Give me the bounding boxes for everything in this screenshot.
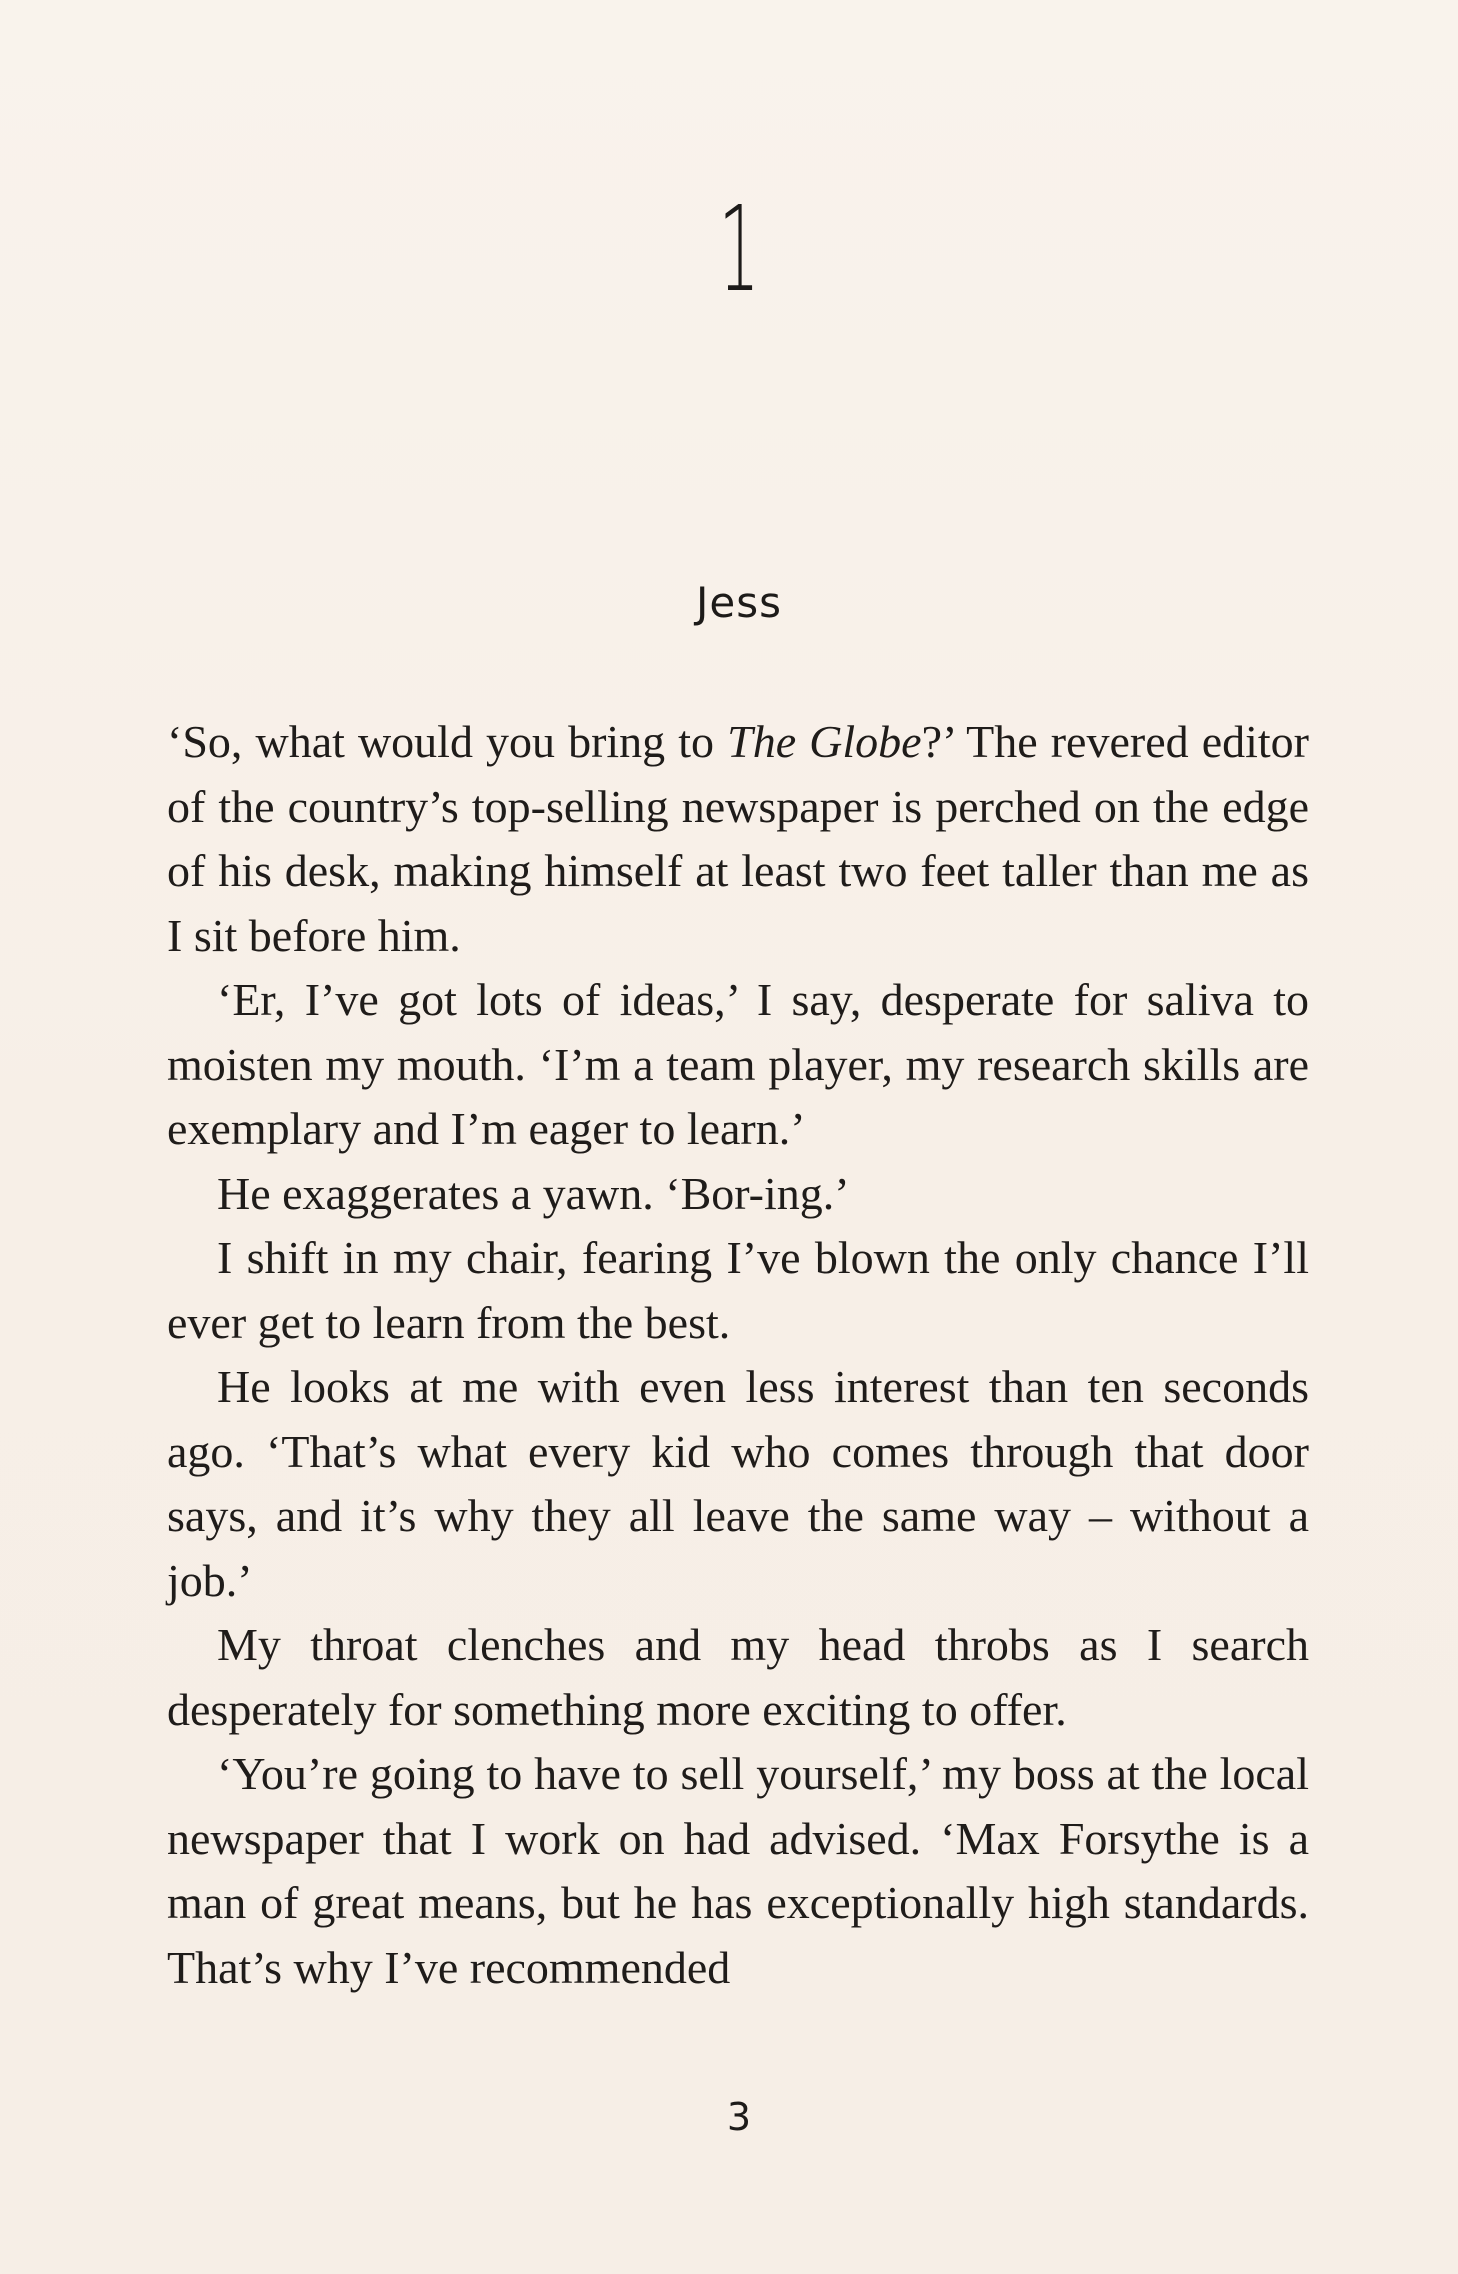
paragraph-1	[167, 710, 1309, 968]
paragraph-5: He looks at me with even less interest than ten seconds ago. ‘That’s what every kid who comes through that door says, and it’s why they all leave the same way – without a job.’	[167, 1361, 1309, 1606]
page-number: 3	[726, 2095, 752, 2139]
chapter-title: Jess	[696, 578, 782, 627]
newspaper-title: The Globe	[727, 716, 922, 767]
paragraph-6: My throat clenches and my head throbs as I search desperately for something more exciting to offer.	[167, 1619, 1309, 1735]
chapter-body	[167, 710, 1309, 2000]
paragraph-2: ‘Er, I’ve got lots of ideas,’ I say, desperate for saliva to moisten my mouth. ‘I’m a team player, my research skills are exemplary and I’m eager to learn.’	[167, 974, 1309, 1154]
paragraph-4: I shift in my chair, fearing I’ve blown the only chance I’ll ever get to learn from the best.	[167, 1232, 1309, 1348]
paragraph-7: ‘You’re going to have to sell yourself,’ my boss at the local newspaper that I work on had advised. ‘Max Forsythe is a man of great means, but he has exceptionally high standards. That’s why I’ve recommended	[167, 1748, 1309, 1993]
paragraph-3: He exaggerates a yawn. ‘Bor-ing.’	[217, 1167, 850, 1219]
chapter-number: 1	[718, 180, 760, 318]
paragraph-1-text-end: ?’ The revered editor of the country’s top-selling newspaper is perched on the edge of his desk, making himself at least two feet taller than me as I sit before him.	[167, 716, 1309, 961]
paragraph-1-text-start: ‘So, what would you bring to	[167, 716, 728, 767]
